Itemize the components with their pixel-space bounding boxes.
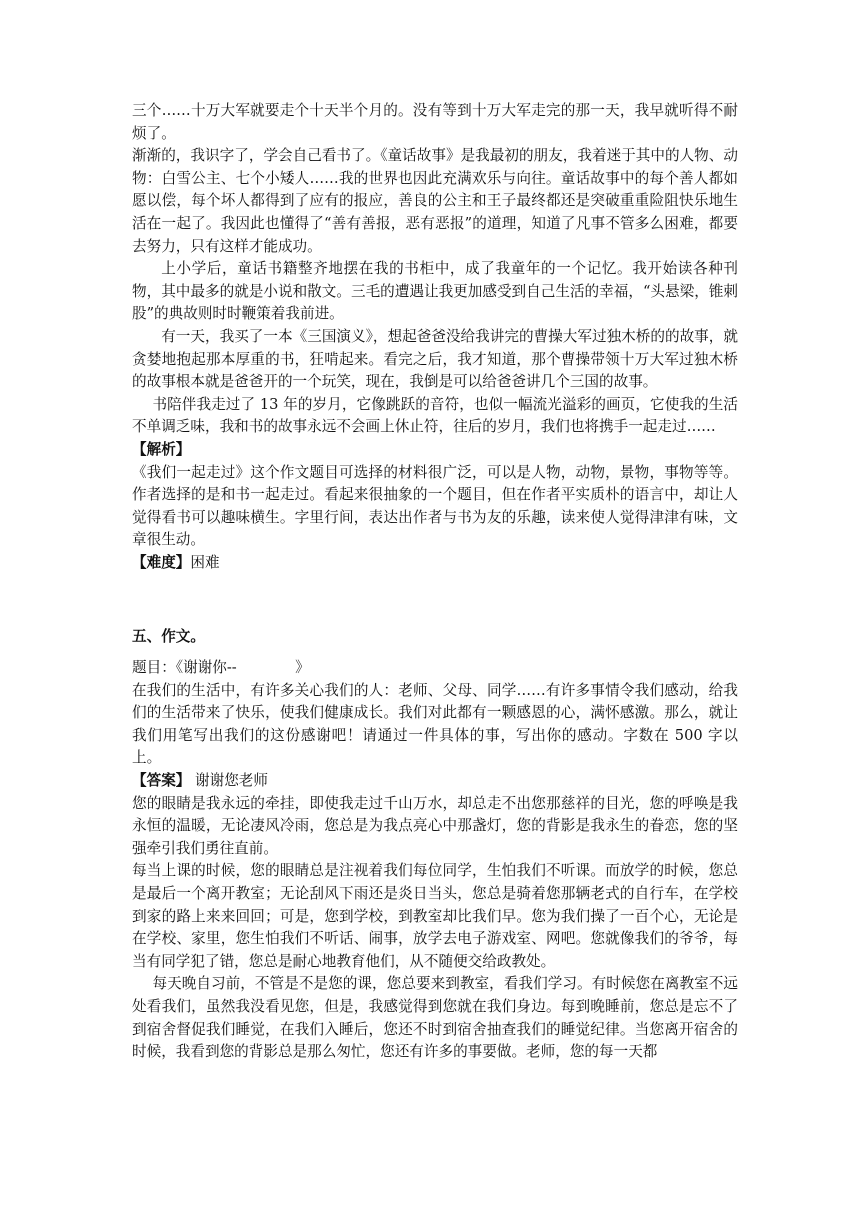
paragraph-story-3: 上小学后，童话书籍整齐地摆在我的书柜中，成了我童年的一个记忆。我开始读各种刊物，其中最多的就是小说和散文。三毛的遭遇让我更加感受到自己生活的幸福，“头悬梁，锥刺股”的典故则时时鞭策着我前进。 [132, 260, 738, 323]
answer-paragraph-2: 每当上课的时候，您的眼睛总是注视着我们每位同学，生怕我们不听课。而放学的时候，您总是最后一个离开教室；无论刮风下雨还是炎日当头，您总是骑着您那辆老式的自行车，在学校到家的路上来来回回；可是，您到学校，到教室却比我们早。您为我们操了一百个心，无论是在学校、家里，您生怕我们不听话、闹事，放学去电子游戏室、网吧。您就像我们的爷爷，每当有同学犯了错，您总是耐心地教育他们，从不随便交给政教处。 [132, 862, 738, 970]
answer-title: 谢谢您老师 [190, 772, 268, 790]
analysis-text: 《我们一起走过》这个作文题目可选择的材料很广泛，可以是人物，动物，景物，事物等等。作者选择的是和书一起走过。看起来很抽象的一个题目，但在作者平实质朴的语言中，却让人觉得看书可以趣味横生。字里行间，表达出作者与书为友的乐趣，读来使人觉得津津有味，文章很生动。 [132, 463, 738, 549]
section-5-title: 五、作文。 [132, 628, 205, 646]
answer-paragraph-1: 您的眼睛是我永远的牵挂，即使我走过千山万水，却总走不出您那慈祥的目光，您的呼唤是我永恒的温暖，无论凄风冷雨，您总是为我点亮心中那盏灯，您的背影是我永生的眷恋，您的坚强牵引我们勇往直前。 [132, 794, 738, 857]
paragraph-story-5: 书陪伴我走过了 13 年的岁月，它像跳跃的音符，也似一幅流光溢彩的画页，它使我的生活不单调乏味，我和书的故事永远不会画上休止符，往后的岁月，我们也将携手一起走过…… [132, 395, 738, 436]
paragraph-story-2: 渐渐的，我识字了，学会自己看书了。《童话故事》是我最初的朋友，我着迷于其中的人物、动物：白雪公主、七个小矮人……我的世界也因此充满欢乐与向往。童话故事中的每个善人都如愿以偿，每个坏人都得到了应有的报应，善良的公主和王子最终都还是突破重重险阻快乐地生活在一起了。我因此也懂得了“善有善报，恶有恶报”的道理，知道了凡事不管多么困难，都要去努力，只有这样才能成功。 [132, 147, 738, 255]
answer-heading [132, 770, 738, 793]
title-spacer [132, 649, 738, 657]
essay-topic: 题目：《谢谢你-- 》 [132, 659, 310, 677]
answer-paragraph-3: 每天晚自习前，不管是不是您的课，您总要来到教室，看我们学习。有时候您在离教室不远处看我们，虽然我没看见您，但是，我感觉得到您就在我们身边。每到晚睡前，您总是忘不了到宿舍督促我们睡觉，在我们入睡后，您还不时到宿舍抽查我们的睡觉纪律。当您离开宿舍的时候，我看到您的背影总是那么匆忙，您还有许多的事要做。老师，您的每一天都 [132, 975, 738, 1061]
paragraph-story-1: 三个……十万大军就要走个十天半个月的。没有等到十万大军走完的那一天，我早就听得不耐烦了。 [132, 102, 738, 142]
answer-label: 【答案】 [132, 772, 191, 790]
analysis-heading [132, 439, 738, 462]
essay-prompt: 在我们的生活中，有许多关心我们的人：老师、父母、同学……有许多事情令我们感动，给我们的生活带来了快乐，使我们健康成长。我们对此都有一颗感恩的心，满怀感激。那么，就让我们用笔写出我们的这份感谢吧！请通过一件具体的事，写出你的感动。字数在 500 字以上。 [132, 681, 738, 767]
difficulty-value: 困难 [190, 553, 220, 571]
document-page [132, 100, 738, 1064]
analysis-label: 【解析】 [132, 440, 191, 458]
difficulty-line [132, 552, 738, 575]
paragraph-story-4: 有一天，我买了一本《三国演义》，想起爸爸没给我讲完的曹操大军过独木桥的的故事，就贪婪地抱起那本厚重的书，狂啃起来。看完之后，我才知道，那个曹操带领十万大军过独木桥的故事根本就是爸爸开的一个玩笑，现在，我倒是可以给爸爸讲几个三国的故事。 [132, 327, 738, 391]
section-spacer [132, 574, 738, 626]
difficulty-label: 【难度】 [132, 553, 191, 571]
